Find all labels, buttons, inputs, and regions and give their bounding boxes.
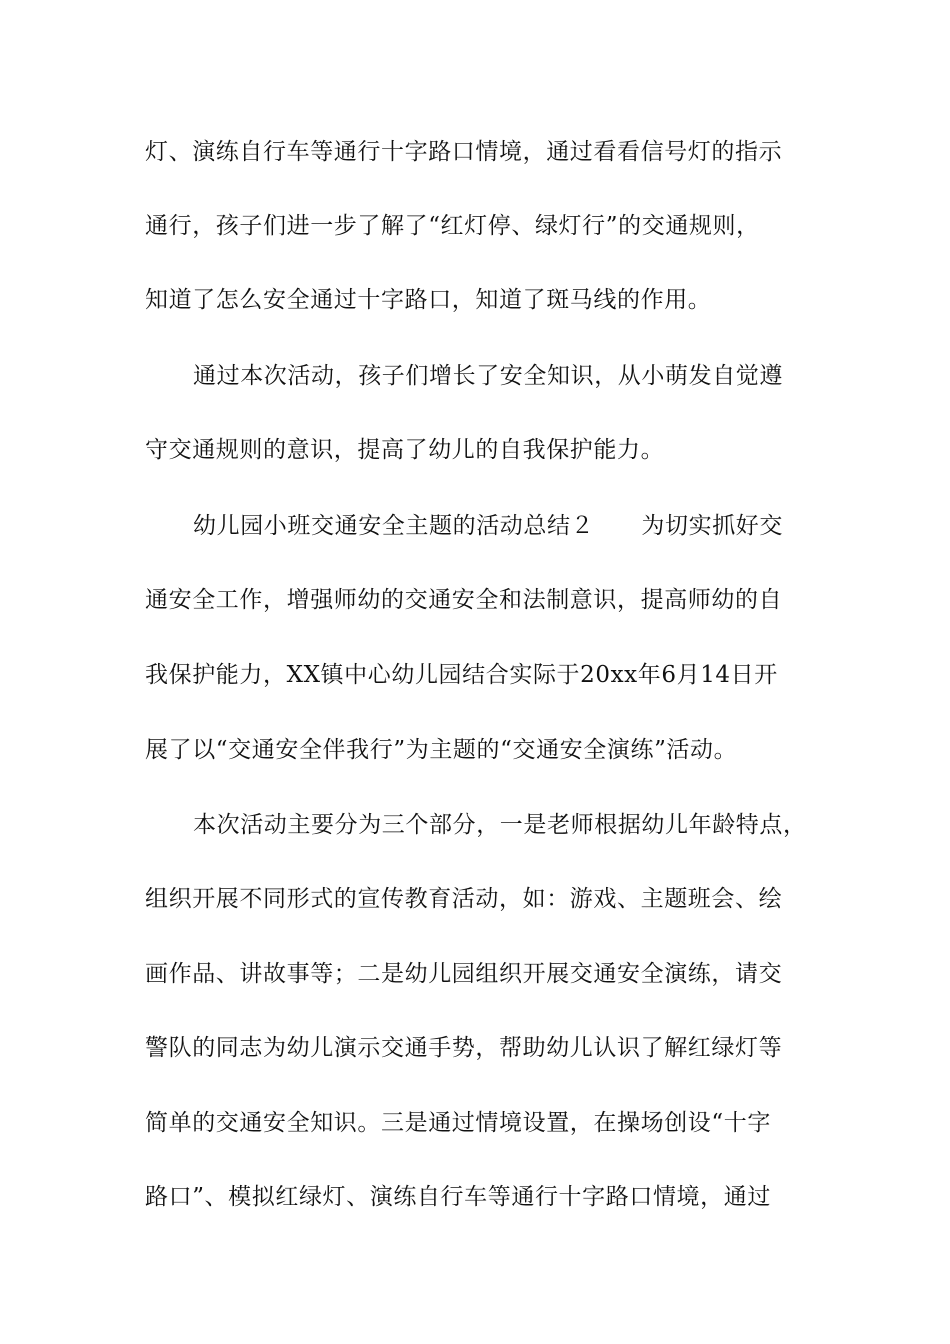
text-line: 路口”、模拟红绿灯、演练自行车等通行十字路口情境，通过 (145, 1184, 771, 1210)
paragraph-start-line: 本次活动主要分为三个部分，一是老师根据幼儿年龄特点， (193, 812, 807, 838)
text-line: 展了以“交通安全伴我行”为主题的“交通安全演练”活动。 (145, 737, 738, 763)
text-line: 灯、演练自行车等通行十字路口情境，通过看看信号灯的指示 (145, 139, 783, 165)
text-line: 通行，孩子们进一步了解了“红灯停、绿灯行”的交通规则， (145, 213, 760, 239)
paragraph-start-line: 通过本次活动，孩子们增长了安全知识，从小萌发自觉遵 (193, 363, 783, 389)
text-line: 组织开展不同形式的宣传教育活动，如：游戏、主题班会、绘 (145, 886, 783, 912)
text-line: 通安全工作，增强师幼的交通安全和法制意识，提高师幼的自 (145, 587, 783, 613)
section-heading-line: 幼儿园小班交通安全主题的活动总结２ 为切实抓好交 (193, 513, 783, 539)
text-line: 简单的交通安全知识。三是通过情境设置，在操场创设“十字 (145, 1110, 771, 1136)
text-line: 守交通规则的意识，提高了幼儿的自我保护能力。 (145, 437, 665, 463)
text-line: 我保护能力，XX镇中心幼儿园结合实际于20xx年6月14日开 (145, 662, 778, 688)
text-line: 警队的同志为幼儿演示交通手势，帮助幼儿认识了解红绿灯等 (145, 1035, 783, 1061)
text-line: 知道了怎么安全通过十字路口，知道了斑马线的作用。 (145, 287, 712, 313)
text-line: 画作品、讲故事等；二是幼儿园组织开展交通安全演练，请交 (145, 961, 783, 987)
